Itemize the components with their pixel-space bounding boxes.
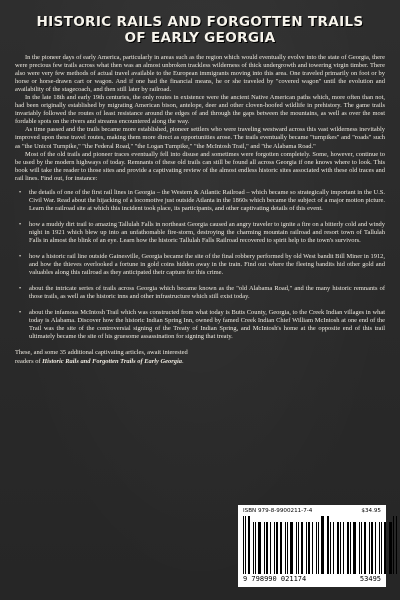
bullet-icon: • — [19, 286, 22, 293]
intro-paragraph: In the late 18th and early 19th centuries, the only routes in existence were the ancient Native American paths which, more often than not, had been originally established by migrating American bison, antelope, deer and other cloven-hoofed wildlife in prehistory. The game trails invariably followed the routes of least resistance around the edges of and through the gaps between the mountains, as well as over the most fordable spots on the rivers and streams encountered along the way. — [15, 94, 385, 126]
bullet-icon: • — [19, 310, 22, 317]
barcode-bar — [359, 522, 360, 574]
barcode-bar — [276, 522, 278, 574]
bullet-icon: • — [19, 221, 22, 228]
barcode-bar — [266, 522, 268, 574]
isbn-text: ISBN 979-8-9900211-7-4 — [243, 508, 313, 514]
intro-paragraph: Most of the old trails and pioneer traces eventually fell into disuse and sometimes were forgotten completely. Some, however, continue to be used by the modern highways of today. Remnants of these old trails can still be found all across Georgia if one knows where to look. This book will take the reader to those sites and provide a captivating review of the almost endless historic sites associated with these old traces and rail lines. Find out, for instance: — [15, 150, 385, 182]
closing-suffix: . — [181, 357, 184, 365]
closing-text — [15, 349, 205, 365]
barcode-bar — [258, 522, 261, 574]
barcode-bar — [353, 522, 356, 574]
barcode-bar — [312, 522, 313, 574]
barcode-main-bars — [243, 516, 400, 574]
barcode-bar — [248, 516, 250, 574]
barcode-bar — [285, 522, 286, 574]
closing-prefix: These, and some 35 additional captivating articles, await interested readers of — [15, 349, 188, 365]
bullet-icon: • — [19, 254, 22, 261]
barcode-bar — [280, 522, 282, 574]
barcode-bar — [318, 522, 319, 574]
barcode-bar — [340, 522, 341, 574]
barcode-bar — [361, 522, 362, 574]
barcode-bar — [243, 516, 244, 574]
barcode-bar — [274, 522, 275, 574]
isbn-line — [243, 508, 381, 514]
intro-paragraph: As time passed and the trails became more established, pioneer settlers who were traveling westward across this vast wilderness inevitably improved upon these travel routes, making them more direct as opportunities arose. The trails eventually became "turnpikes" and "roads" such as "the Unicoi Turnpike," "the Federal Road," "the Logan Turnpike," "the McIntosh Trail," and "the Alabama Road." — [15, 126, 385, 150]
barcode — [238, 505, 386, 587]
list-item-text: how a muddy dirt trail to amazing Tallulah Falls in northeast Georgia caused an angry traveler to ignite a fire on a bitterly cold and windy night in 1921 which blew up into an unfathomable fire-storm, destroying the charming mountain railroad and resort town of Tallulah Falls in almost the blink of an eye. Learn how the historic Tallulah Falls Railroad recovered to spirit help to the town's survivors. — [29, 220, 385, 244]
barcode-bar — [381, 522, 382, 574]
intro-text — [15, 54, 385, 183]
barcode-bar — [306, 522, 307, 574]
barcode-bar — [264, 522, 265, 574]
price-text: $34.95 — [361, 508, 381, 514]
barcode-bar — [343, 522, 344, 574]
barcode-bar — [364, 522, 366, 574]
barcode-bar — [375, 522, 376, 574]
barcode-bar — [384, 522, 386, 574]
list-item — [15, 221, 385, 245]
barcode-bar — [369, 522, 370, 574]
list-item — [15, 189, 385, 213]
title-line-2: OF EARLY GEORGIA — [124, 30, 276, 46]
intro-paragraph: In the pioneer days of early America, particularly in areas such as the region which would eventually evolve into the state of Georgia, there were precious few trails across what then was an almost unbroken trackless wilderness of thick undergrowth and towering virgin timber. There also were very few methods of actual travel available to the European immigrants moving into this area. One traveled primarily on foot or by horse or horse-drawn cart or wagon. And if one had the financial means, he or she traveled by "covered wagon" until the evolution and availability of the stagecoach, and then still later by railroad. — [15, 54, 385, 94]
barcode-bar — [287, 522, 288, 574]
list-item — [15, 309, 385, 341]
barcode-bar — [396, 516, 397, 574]
barcode-bar — [371, 522, 373, 574]
list-item — [15, 253, 385, 277]
book-title — [15, 14, 385, 46]
barcode-bar — [321, 516, 324, 574]
barcode-digit-row — [243, 575, 381, 583]
list-item-text: about the intricate series of trails across Georgia which became known as the "old Alabama Road," and the many historic remnants of those trails, as well as the historic inns and other infrastructure which still exist today. — [29, 285, 385, 301]
barcode-bar — [393, 516, 394, 574]
barcode-bar — [337, 522, 339, 574]
barcode-bar — [333, 522, 334, 574]
closing-book-title: Historic Rails and Forgotten Trails of Early Georgia — [42, 357, 182, 365]
barcode-bar — [327, 516, 329, 574]
barcode-bar — [290, 522, 293, 574]
barcode-bar — [330, 522, 331, 574]
list-item — [15, 285, 385, 301]
list-item-text: the details of one of the first rail lines in Georgia – the Western & Atlantic Railroad – which became so strategically important in the U.S. Civil War. Read about the hijacking of a locomotive just outside Atlanta in the 1860s which became the subject of a major motion picture. Learn the railroad site at which this incident took place, its participants, and other captivating details of this event. — [29, 188, 385, 212]
barcode-bar — [347, 522, 349, 574]
barcode-bar — [298, 522, 299, 574]
barcode-bars — [243, 516, 381, 574]
bullet-icon: • — [19, 189, 22, 196]
barcode-bar — [255, 522, 256, 574]
barcode-bar — [379, 522, 380, 574]
list-item-text: about the infamous McIntosh Trail which was constructed from what today is Butts County, Georgia, to the Creek Indian villages in what today is Alabama. Discover how the historic Indian Spring Inn, owned by famed Creek Indian Chief William McIntosh at one end of the Trail was the site of the controversial signing of the Treaty of Indian Spring, and McIntosh's home at the opposite end of this trail ultimately became the site of his gruesome assassination for signing that treaty. — [29, 309, 385, 341]
barcode-bar — [389, 522, 392, 574]
barcode-bar — [350, 522, 351, 574]
title-line-1: HISTORIC RAILS AND FORGOTTEN TRAILS — [36, 14, 364, 30]
barcode-bar — [296, 522, 297, 574]
barcode-bar — [270, 522, 271, 574]
barcode-bar — [316, 522, 317, 574]
barcode-bar — [301, 522, 303, 574]
feature-list — [15, 189, 385, 342]
barcode-bar — [253, 522, 254, 574]
barcode-addon-digits: 53495 — [359, 575, 381, 583]
barcode-bar — [245, 516, 246, 574]
list-item-text: how a historic rail line outside Gainesville, Georgia became the site of the final robbery performed by old West bandit Bill Miner in 1912, and how the thieves overlooked a fortune in gold coins hidden away in the train. Find out where the fleeing bandits hid other gold and valuables along this railroad as they anticipated their capture for this crime. — [29, 253, 385, 277]
barcode-digits: 9 798990 021174 — [243, 575, 307, 583]
barcode-bar — [308, 522, 310, 574]
